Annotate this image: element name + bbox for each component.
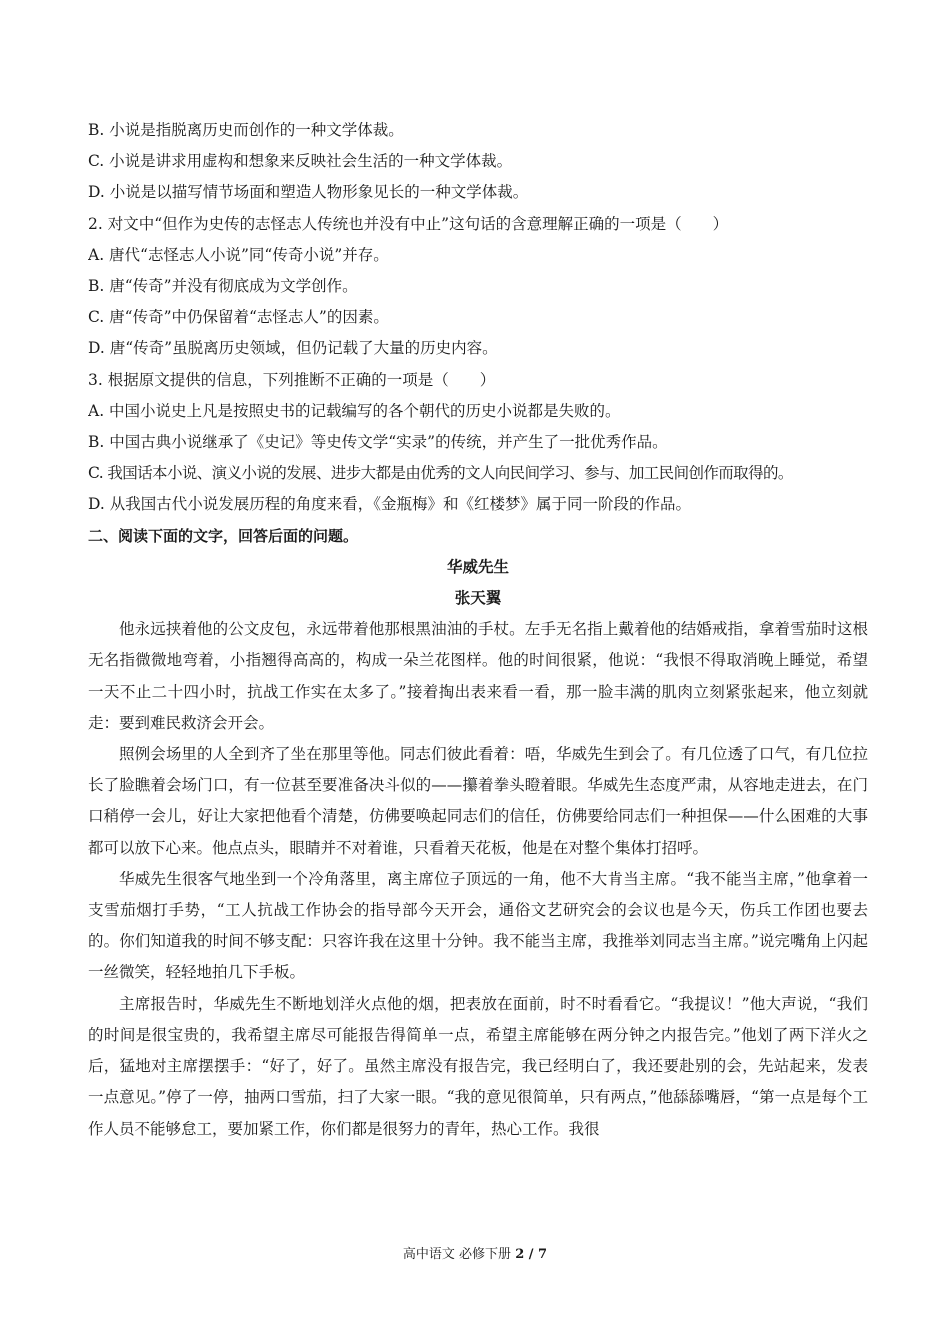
q3-option-b: B. 中国古典小说继承了《史记》等史传文学“实录”的传统，并产生了一批优秀作品。 [88,433,668,452]
q3-option-a: A. 中国小说史上凡是按照史书的记载编写的各个朝代的历史小说都是失败的。 [88,401,621,420]
q3-option-d: D. 从我国古代小说发展历程的角度来看，《金瓶梅》和《红楼梦》属于同一阶段的作品。 [88,495,691,514]
q3-stem: 3. 根据原文提供的信息，下列推断不正确的一项是（ ） [88,370,496,389]
passage-paragraph: 照例会场里的人全到齐了坐在那里等他。同志们彼此看着：唔，华威先生到会了。有几位透了口气，有几位拉长了脸瞧着会场门口，有一位甚至要准备决斗似的——攥着拳头瞪着眼。华威先生态度严肃，从容地走进去，在门口稍停一会儿，好让大家把他看个清楚，仿佛要唤起同志们的信任，仿佛要给同志们一种担保——什么困难的大事都可以放下心来。他点点头，眼睛并不对着谁，只看着天花板，他是在对整个集体打招呼。 [88,745,868,857]
q2-option-c: C. 唐“传奇”中仍保留着“志怪志人”的因素。 [88,308,389,327]
section-heading: 二、阅读下面的文字，回答后面的问题。 [88,526,359,545]
page-footer [0,1243,950,1262]
page-number: 2 / 7 [515,1247,548,1262]
q1-option-d: D. 小说是以描写情节场面和塑造人物形象见长的一种文学体裁。 [88,183,529,202]
footer-label: 高中语文 必修下册 [402,1247,516,1262]
page-content [88,115,868,1145]
q1-option-c: C. 小说是讲求用虚构和想象来反映社会生活的一种文学体裁。 [88,152,513,171]
passage-paragraph: 他永远挟着他的公文皮包，永远带着他那根黑油油的手杖。左手无名指上戴着他的结婚戒指，拿着雪茄时这根无名指微微地弯着，小指翘得高高的，构成一朵兰花图样。他的时间很紧，他说：“我恨不得取消晚上睡觉，希望一天不止二十四小时，抗战工作实在太多了。”接着掏出表来看一看，那一脸丰满的肌肉立刻紧张起来，他立刻就走：要到难民救济会开会。 [88,620,868,732]
q1-option-b: B. 小说是指脱离历史而创作的一种文学体裁。 [88,121,404,139]
q2-option-a: A. 唐代“志怪志人小说”同“传奇小说”并存。 [88,245,389,264]
passage-paragraph: 主席报告时，华威先生不断地划洋火点他的烟，把表放在面前，时不时看看它。“我提议！”他大声说，“我们的时间是很宝贵的，我希望主席尽可能报告得简单一点，希望主席能够在两分钟之内报告完。”他划了两下洋火之后，猛地对主席摆摆手：“好了，好了。虽然主席没有报告完，我已经明白了，我还要赴别的会，先站起来，发表一点意见。”停了一停，抽两口雪茄，扫了大家一眼。“我的意见很简单，只有两点，”他舔舔嘴唇，“第一点是每个工作人员不能够怠工，要加紧工作，你们都是很努力的青年，热心工作。我很 [88,994,868,1138]
q2-stem: 2. 对文中“但作为史传的志怪志人传统也并没有中止”这句话的含意理解正确的一项是（ ） [88,214,729,233]
q2-option-d: D. 唐“传奇”虽脱离历史领域，但仍记载了大量的历史内容。 [88,339,498,358]
passage-title: 华威先生 [446,557,509,576]
q3-option-c: C. 我国话本小说、演义小说的发展、进步大都是由优秀的文人向民间学习、参与、加工民间创作而取得的。 [88,464,793,483]
passage-paragraph: 华威先生很客气地坐到一个冷角落里，离主席位子顶远的一角，他不大肯当主席。“我不能当主席，”他拿着一支雪茄烟打手势，“工人抗战工作协会的指导部今天开会，通俗文艺研究会的会议也是今天，伤兵工作团也要去的。你们知道我的时间不够支配：只容许我在这里十分钟。我不能当主席，我推举刘同志当主席。”说完嘴角上闪起一丝微笑，轻轻地拍几下手板。 [88,869,868,982]
passage-author: 张天翼 [454,589,502,608]
q2-option-b: B. 唐“传奇”并没有彻底成为文学创作。 [88,277,358,296]
